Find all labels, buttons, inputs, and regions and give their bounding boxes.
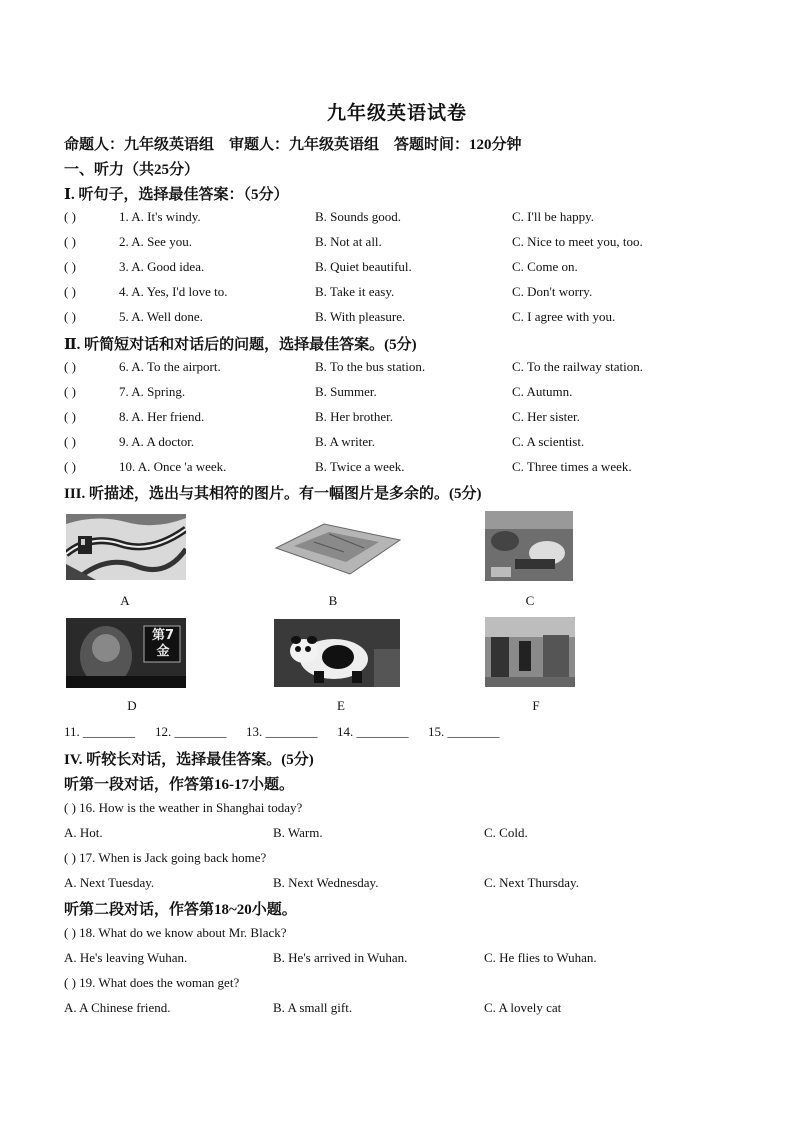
q4-answer-paren[interactable]: ( )	[64, 284, 76, 299]
q19-option-b: B. A small gift.	[273, 1000, 353, 1015]
sec4-heading: IV. 听较长对话，选择最佳答案。(5分)	[64, 752, 314, 768]
q16-option-c: C. Cold.	[484, 825, 528, 840]
q1-option-a: 1. A. It's windy.	[119, 209, 201, 224]
q4-option-b: B. Take it easy.	[315, 284, 395, 299]
q2-option-a: 2. A. See you.	[119, 234, 192, 249]
q19-option-a: A. A Chinese friend.	[64, 1000, 171, 1015]
picture-e-panda	[274, 619, 400, 687]
q8-option-a: 8. A. Her friend.	[119, 409, 205, 424]
picture-f-street	[485, 617, 575, 687]
exam-meta: 命题人：九年级英语组 审题人：九年级英语组 答题时间：120分钟	[64, 137, 522, 153]
sec1-heading: Ⅰ. 听句子，选择最佳答案：（5分）	[64, 187, 289, 203]
answer-blank-12[interactable]: 12. ________	[155, 724, 227, 739]
q17-option-c: C. Next Thursday.	[484, 875, 579, 890]
q9-option-c: C. A scientist.	[512, 434, 585, 449]
q3-answer-paren[interactable]: ( )	[64, 259, 76, 274]
q10-option-c: C. Three times a week.	[512, 459, 632, 474]
q10-option-b: B. Twice a week.	[315, 459, 405, 474]
q1-option-b: B. Sounds good.	[315, 209, 401, 224]
picture-e-label: E	[337, 698, 345, 713]
q6-option-a: 6. A. To the airport.	[119, 359, 221, 374]
q10-option-a: 10. A. Once 'a week.	[119, 459, 227, 474]
q16-option-b: B. Warm.	[273, 825, 323, 840]
q8-option-b: B. Her brother.	[315, 409, 393, 424]
q17-option-a: A. Next Tuesday.	[64, 875, 155, 890]
q17-question: ( ) 17. When is Jack going back home?	[64, 850, 267, 865]
q4-option-c: C. Don't worry.	[512, 284, 593, 299]
picture-c-scene	[485, 511, 573, 581]
q16-question: ( ) 16. How is the weather in Shanghai today?	[64, 800, 303, 815]
q1-answer-paren[interactable]: ( )	[64, 209, 76, 224]
q3-option-a: 3. A. Good idea.	[119, 259, 205, 274]
picture-a-great-wall	[66, 514, 186, 580]
sec2-heading: Ⅱ. 听简短对话和对话后的问题，选择最佳答案。(5分)	[64, 337, 417, 353]
q6-option-b: B. To the bus station.	[315, 359, 426, 374]
picture-d-badge: 第7金	[151, 628, 175, 659]
answer-blank-11[interactable]: 11. ________	[64, 724, 136, 739]
page-title: 九年级英语试卷	[326, 103, 467, 124]
part1-heading: 一、听力（共25分）	[64, 162, 200, 178]
q9-option-a: 9. A. A doctor.	[119, 434, 195, 449]
q6-option-c: C. To the railway station.	[512, 359, 643, 374]
q8-answer-paren[interactable]: ( )	[64, 409, 76, 424]
sec4-group2: 听第二段对话，作答第18~20小题。	[64, 902, 297, 918]
picture-d-label: D	[127, 698, 137, 713]
q3-option-b: B. Quiet beautiful.	[315, 259, 412, 274]
q18-question: ( ) 18. What do we know about Mr. Black?	[64, 925, 287, 940]
q18-option-c: C. He flies to Wuhan.	[484, 950, 597, 965]
q3-option-c: C. Come on.	[512, 259, 578, 274]
q9-option-b: B. A writer.	[315, 434, 375, 449]
q19-option-c: C. A lovely cat	[484, 1000, 562, 1015]
q7-option-a: 7. A. Spring.	[119, 384, 186, 399]
q2-answer-paren[interactable]: ( )	[64, 234, 76, 249]
q6-answer-paren[interactable]: ( )	[64, 359, 76, 374]
q7-answer-paren[interactable]: ( )	[64, 384, 76, 399]
q17-option-b: B. Next Wednesday.	[273, 875, 379, 890]
q1-option-c: C. I'll be happy.	[512, 209, 595, 224]
q5-answer-paren[interactable]: ( )	[64, 309, 76, 324]
q18-option-a: A. He's leaving Wuhan.	[64, 950, 188, 965]
q5-option-c: C. I agree with you.	[512, 309, 616, 324]
q9-answer-paren[interactable]: ( )	[64, 434, 76, 449]
q18-option-b: B. He's arrived in Wuhan.	[273, 950, 408, 965]
q5-option-b: B. With pleasure.	[315, 309, 406, 324]
q7-option-c: C. Autumn.	[512, 384, 573, 399]
sec4-group1: 听第一段对话，作答第16-17小题。	[64, 777, 294, 793]
answer-blank-13[interactable]: 13. ________	[246, 724, 318, 739]
answer-blank-15[interactable]: 15. ________	[428, 724, 500, 739]
q19-question: ( ) 19. What does the woman get?	[64, 975, 240, 990]
q2-option-c: C. Nice to meet you, too.	[512, 234, 643, 249]
q4-option-a: 4. A. Yes, I'd love to.	[119, 284, 228, 299]
q10-answer-paren[interactable]: ( )	[64, 459, 76, 474]
answer-blank-14[interactable]: 14. ________	[337, 724, 409, 739]
q8-option-c: C. Her sister.	[512, 409, 580, 424]
picture-f-label: F	[532, 698, 540, 713]
picture-d-athlete	[66, 618, 186, 688]
q5-option-a: 5. A. Well done.	[119, 309, 203, 324]
q7-option-b: B. Summer.	[315, 384, 377, 399]
picture-c-label: C	[525, 593, 535, 608]
sec3-heading: III. 听描述，选出与其相符的图片。有一幅图片是多余的。(5分)	[64, 486, 482, 502]
q16-option-a: A. Hot.	[64, 825, 103, 840]
q2-option-b: B. Not at all.	[315, 234, 382, 249]
picture-a-label: A	[120, 593, 130, 608]
picture-b-square	[274, 518, 402, 578]
picture-b-label: B	[328, 593, 338, 608]
